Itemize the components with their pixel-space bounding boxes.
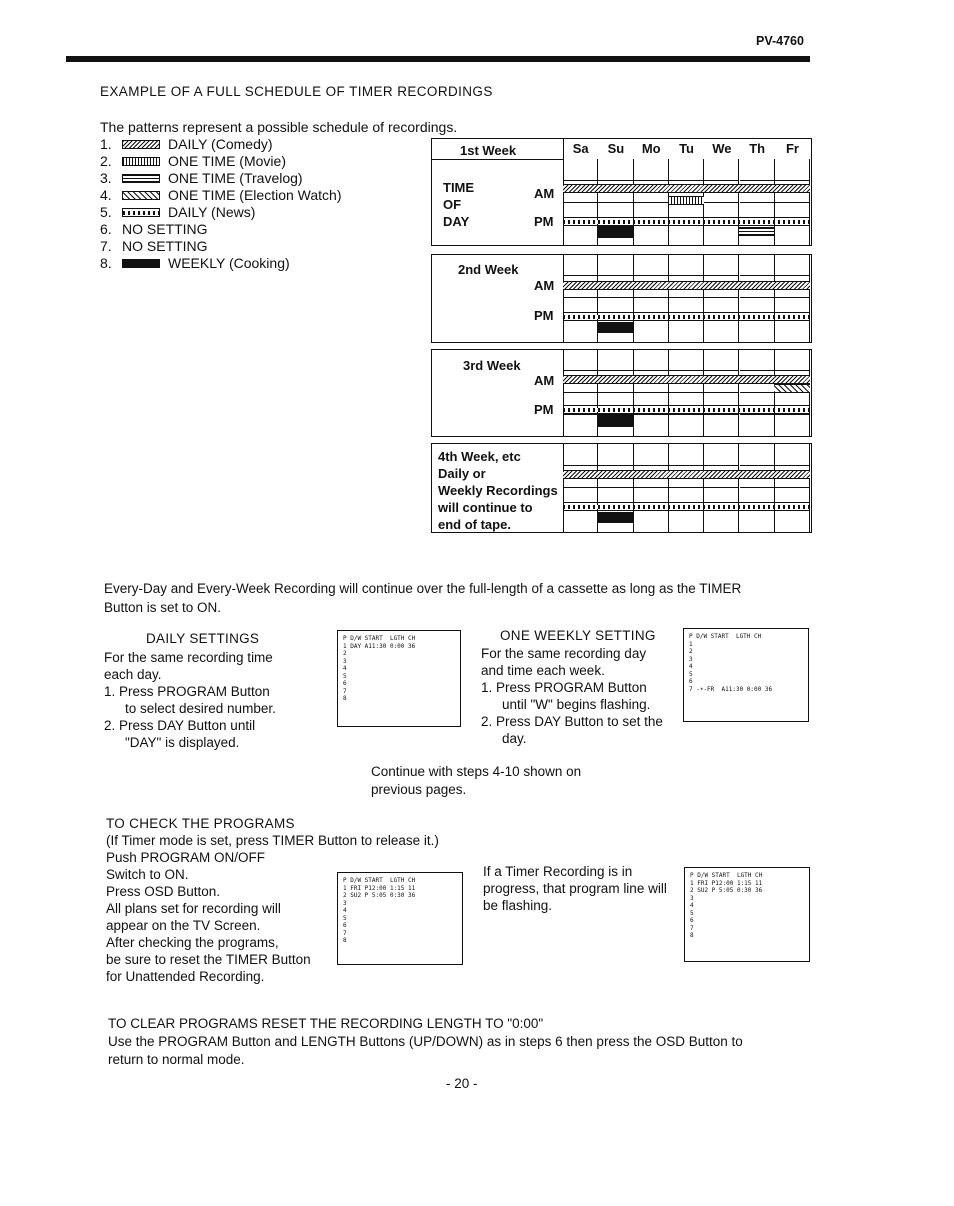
screen-line: 8 — [343, 937, 347, 944]
week-4-label: Weekly Recordings — [438, 483, 558, 498]
pattern-band — [563, 184, 810, 193]
grid-cell — [598, 349, 633, 371]
screen-line: 1 FRI P12:00 1:15 11 — [343, 884, 416, 892]
legend-number: 6. — [100, 221, 112, 237]
grid-cell — [598, 159, 633, 181]
example-intro: The patterns represent a possible schedule of recordings. — [100, 119, 458, 135]
screen-line: 7 -☀-FR A11:30 0:00 36 — [689, 685, 773, 693]
pattern-band — [563, 502, 810, 511]
pattern-legend — [100, 136, 341, 272]
screen-line: 1 FRI P12:00 1:15 11 — [690, 879, 763, 887]
grid-cell — [669, 415, 704, 437]
screen-line: P D/W START LGTH CH — [690, 872, 763, 879]
pattern-band — [774, 384, 810, 393]
clear-section — [108, 1015, 743, 1069]
grid-cell — [634, 511, 669, 534]
day-header: Su — [607, 141, 625, 156]
grid-cell — [775, 443, 810, 466]
screen-line: 1 DAY A11:30 0:00 36 — [343, 642, 416, 650]
week-2-label: 2nd Week — [458, 262, 519, 277]
am-label: AM — [534, 186, 555, 201]
day-header: Fr — [785, 141, 799, 156]
text-line: Press OSD Button. — [106, 884, 221, 899]
text-line: Switch to ON. — [106, 867, 189, 882]
screen-line: P D/W START LGTH CH — [343, 635, 416, 642]
screen-line: 5 — [689, 670, 693, 678]
screen-line: 7 — [343, 687, 347, 695]
screen-line: 4 — [343, 907, 347, 914]
text-line: 1. Press PROGRAM Button — [481, 680, 647, 695]
pattern-swatch — [122, 259, 160, 268]
continue-steps — [371, 763, 581, 799]
screen-line: P D/W START LGTH CH — [343, 877, 416, 884]
text-line: "DAY" is displayed. — [125, 735, 240, 750]
screen-line: 5 — [690, 909, 694, 917]
text-line: All plans set for recording will — [106, 901, 281, 916]
grid-cell — [669, 443, 704, 466]
week-4-label: Daily or — [438, 466, 486, 481]
legend-number: 5. — [100, 204, 112, 220]
week-4-label: will continue to — [438, 500, 533, 515]
weekly-setting-text — [481, 645, 663, 747]
pattern-band — [563, 312, 810, 321]
weekly-setting-title: ONE WEEKLY SETTING — [500, 628, 656, 643]
text-line: 2. Press DAY Button until — [104, 718, 256, 733]
week-3-label: 3rd Week — [463, 358, 521, 373]
grid-cell — [740, 349, 775, 371]
legend-label: ONE TIME (Travelog) — [168, 170, 303, 186]
grid-cell — [704, 443, 739, 466]
grid-cell — [669, 349, 704, 371]
legend-label: NO SETTING — [122, 238, 208, 254]
grid-cell — [740, 159, 775, 181]
screen-line: 3 — [690, 894, 694, 902]
text-line: each day. — [104, 667, 162, 682]
continue-note-line: Every-Day and Every-Week Recording will continue over the full-length of a cassette as long as the TIMER — [104, 581, 742, 596]
screen-line: 8 — [343, 695, 347, 702]
screen-line: 4 — [689, 663, 693, 670]
text-line: be flashing. — [483, 898, 553, 913]
week-4-label: 4th Week, etc — [438, 449, 521, 464]
pm-label: PM — [534, 214, 554, 229]
grid-cell — [563, 443, 598, 466]
grid-cell — [563, 349, 598, 371]
text-line: If a Timer Recording is in — [483, 864, 633, 879]
grid-cell — [669, 159, 704, 181]
screen-line: 3 — [343, 657, 347, 665]
text-line: to select desired number. — [125, 701, 276, 716]
pm-label: PM — [534, 308, 554, 323]
text-line: and time each week. — [481, 663, 605, 678]
am-label: AM — [534, 373, 555, 388]
text-line: For the same recording day — [481, 646, 647, 661]
page-number: - 20 - — [446, 1076, 478, 1091]
time-of-day-label: OF — [443, 197, 462, 212]
legend-number: 2. — [100, 153, 112, 169]
text-line: appear on the TV Screen. — [106, 918, 261, 933]
grid-cell — [740, 443, 775, 466]
text-line: be sure to reset the TIMER Button — [106, 952, 311, 967]
legend-number: 4. — [100, 187, 112, 203]
text-line: for Unattended Recording. — [106, 969, 265, 984]
day-header: Tu — [679, 141, 694, 156]
day-header: Th — [749, 141, 766, 156]
text-line: After checking the programs, — [106, 935, 279, 950]
screen-line: 1 — [689, 640, 693, 648]
text-line: previous pages. — [371, 782, 467, 797]
pattern-band — [668, 196, 704, 205]
screen-line: 2 SU2 P 5:05 0:30 36 — [690, 887, 763, 894]
text-line: Use the PROGRAM Button and LENGTH Buttons (UP/DOWN) as in steps 6 then press the OSD Button to — [108, 1034, 743, 1049]
legend-item — [100, 238, 341, 255]
legend-number: 1. — [100, 136, 112, 152]
cooking-block — [598, 512, 633, 523]
pattern-swatch — [122, 174, 160, 183]
screen-line: P D/W START LGTH CH — [689, 633, 762, 640]
legend-item — [100, 136, 341, 153]
screen-line: 3 — [689, 655, 693, 663]
text-line: progress, that program line will — [483, 881, 667, 896]
screen-line: 3 — [343, 899, 347, 907]
pattern-band — [563, 470, 810, 479]
screen-line: 4 — [343, 665, 347, 672]
grid-cell — [740, 511, 775, 534]
week-1-label: 1st Week — [460, 143, 517, 158]
legend-label: DAILY (Comedy) — [168, 136, 273, 152]
text-line: day. — [502, 731, 527, 746]
grid-cell — [775, 511, 810, 534]
check-screen — [337, 872, 463, 965]
grid-cell — [669, 224, 704, 246]
pattern-swatch — [122, 208, 160, 217]
day-header: Sa — [572, 141, 589, 156]
grid-cell — [775, 415, 810, 437]
grid-cell — [704, 415, 739, 437]
grid-cell — [563, 224, 598, 246]
legend-label: ONE TIME (Election Watch) — [168, 187, 342, 203]
pm-label: PM — [534, 402, 554, 417]
screen-line: 8 — [690, 932, 694, 939]
grid-cell — [704, 321, 739, 343]
pattern-swatch — [122, 140, 160, 149]
grid-cell — [669, 321, 704, 343]
cooking-block — [598, 415, 633, 427]
week-4-label: end of tape. — [438, 517, 511, 532]
grid-cell — [598, 254, 633, 276]
pattern-swatch — [122, 191, 160, 200]
text-line: 1. Press PROGRAM Button — [104, 684, 270, 699]
grid-cell — [704, 224, 739, 246]
legend-item — [100, 153, 341, 170]
flashing-screen — [684, 867, 810, 962]
legend-label: NO SETTING — [122, 221, 208, 237]
daily-screen — [337, 630, 461, 727]
screen-line: 6 — [343, 922, 347, 929]
grid-cell — [740, 415, 775, 437]
screen-line: 6 — [689, 678, 693, 685]
pattern-band — [563, 375, 810, 384]
grid-cell — [775, 224, 810, 246]
grid-cell — [563, 321, 598, 343]
pattern-band — [739, 227, 774, 236]
grid-cell — [598, 443, 633, 466]
pattern-swatch — [122, 157, 160, 166]
model-number: PV-4760 — [756, 34, 804, 48]
continue-note — [104, 579, 741, 617]
grid-cell — [563, 159, 598, 181]
grid-cell — [634, 254, 669, 276]
grid-cell — [634, 415, 669, 437]
legend-item — [100, 187, 341, 204]
grid-cell — [634, 443, 669, 466]
cooking-block — [598, 322, 633, 333]
screen-line: 5 — [343, 672, 347, 680]
grid-cell — [669, 511, 704, 534]
grid-cell — [775, 321, 810, 343]
text-line: 2. Press DAY Button to set the — [481, 714, 663, 729]
text-line: Continue with steps 4-10 shown on — [371, 764, 582, 779]
legend-item — [100, 204, 341, 221]
grid-cell — [775, 349, 810, 371]
legend-item — [100, 255, 341, 272]
grid-cell — [704, 511, 739, 534]
continue-note-line: Button is set to ON. — [104, 600, 222, 615]
legend-number: 8. — [100, 255, 112, 271]
cooking-block — [598, 225, 633, 238]
legend-label: DAILY (News) — [168, 204, 256, 220]
screen-line: 7 — [690, 924, 694, 932]
legend-number: 7. — [100, 238, 112, 254]
text-line: until "W" begins flashing. — [502, 697, 651, 712]
screen-line: 4 — [690, 902, 694, 909]
grid-cell — [704, 254, 739, 276]
screen-line: 2 — [689, 648, 693, 655]
header-rule — [66, 56, 810, 62]
grid-cell — [563, 415, 598, 437]
grid-cell — [775, 254, 810, 276]
grid-cell — [563, 254, 598, 276]
am-label: AM — [534, 278, 555, 293]
grid-cell — [634, 224, 669, 246]
time-of-day-label: DAY — [443, 214, 470, 229]
grid-cell — [563, 511, 598, 534]
text-line: For the same recording time — [104, 650, 273, 665]
screen-line: 6 — [690, 917, 694, 924]
example-title: EXAMPLE OF A FULL SCHEDULE OF TIMER RECORDINGS — [100, 84, 493, 99]
screen-line: 5 — [343, 914, 347, 922]
day-header: We — [712, 141, 732, 156]
grid-cell — [775, 159, 810, 181]
text-line: return to normal mode. — [108, 1052, 245, 1067]
clear-title: TO CLEAR PROGRAMS RESET THE RECORDING LENGTH TO "0:00" — [108, 1016, 544, 1031]
screen-line: 2 — [343, 650, 347, 657]
pattern-band — [563, 281, 810, 290]
pattern-band — [563, 405, 810, 414]
screen-line: 6 — [343, 680, 347, 687]
daily-settings-text — [104, 649, 276, 751]
legend-number: 3. — [100, 170, 112, 186]
legend-label: ONE TIME (Movie) — [168, 153, 286, 169]
weekly-screen — [683, 628, 809, 722]
legend-item — [100, 170, 341, 187]
grid-cell — [740, 321, 775, 343]
grid-cell — [634, 159, 669, 181]
grid-cell — [740, 254, 775, 276]
daily-settings-title: DAILY SETTINGS — [146, 631, 260, 646]
text-line: Push PROGRAM ON/OFF — [106, 850, 266, 865]
day-header: Mo — [641, 141, 661, 156]
flashing-note — [483, 863, 667, 914]
grid-cell — [634, 321, 669, 343]
screen-line: 2 SU2 P 5:05 0:30 36 — [343, 892, 416, 899]
week-1-divider — [431, 159, 563, 160]
grid-cell — [704, 159, 739, 181]
text-line: (If Timer mode is set, press TIMER Button to release it.) — [106, 833, 439, 848]
legend-item — [100, 221, 341, 238]
grid-cell — [669, 254, 704, 276]
grid-cell — [704, 349, 739, 371]
screen-line: 7 — [343, 929, 347, 937]
legend-label: WEEKLY (Cooking) — [168, 255, 290, 271]
time-of-day-label: TIME — [443, 180, 475, 195]
grid-cell — [634, 349, 669, 371]
check-title: TO CHECK THE PROGRAMS — [106, 816, 295, 831]
